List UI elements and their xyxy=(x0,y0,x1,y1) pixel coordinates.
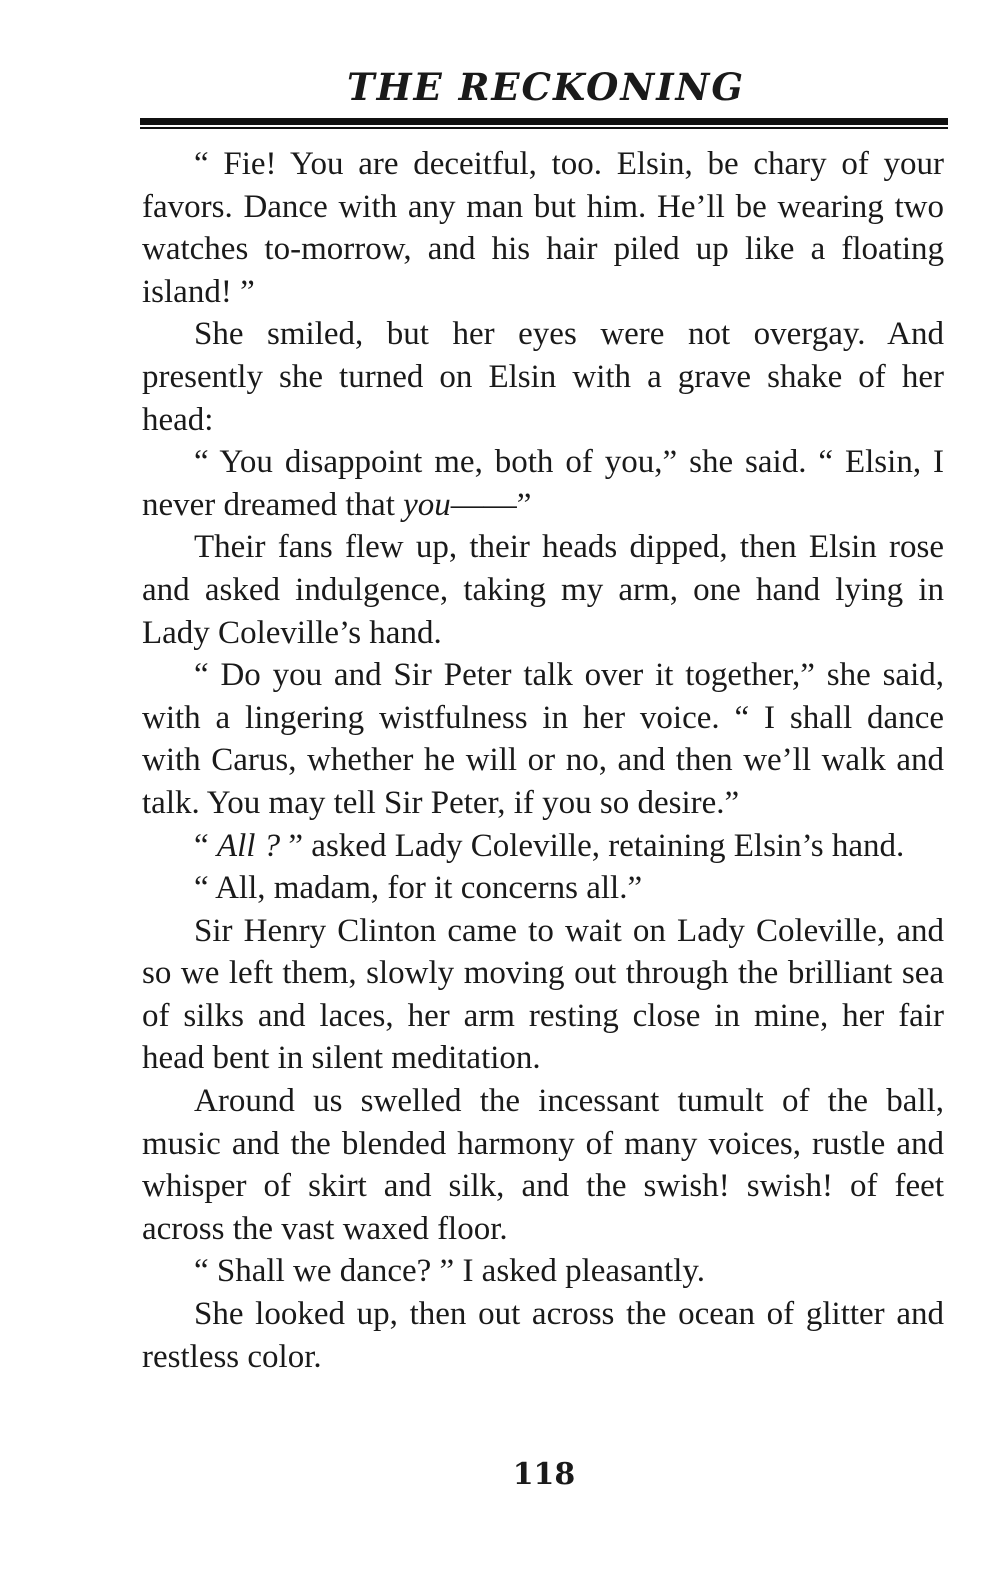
paragraph: She smiled, but her eyes were not overgay. And presently she turned on Elsin with a grave shake of her head: xyxy=(142,316,944,438)
paragraph: “ Fie! You are deceitful, too. Elsin, be chary of your favors. Dance with any man but him. He’ll be wearing two watches to-morrow, and his hair piled up like a floating island! ” xyxy=(142,146,944,310)
paragraph: Around us swelled the incessant tumult of the ball, music and the blended harmony of many voices, rustle and whisper of skirt and silk, and the swish! swish! of feet across the vast waxed floor. xyxy=(142,1083,944,1247)
paragraph-text: “ You disappoint me, both of you,” she said. “ Elsin, I never dreamed that xyxy=(142,444,944,523)
paragraph-text: ——” xyxy=(450,486,532,523)
paragraph: Their fans flew up, their heads dipped, then Elsin rose and asked indulgence, taking my arm, one hand lying in Lady Coleville’s hand. xyxy=(142,529,944,651)
paragraph xyxy=(142,441,944,526)
running-head: THE RECKONING xyxy=(347,65,745,109)
paragraph: “ Do you and Sir Peter talk over it together,” she said, with a lingering wistfulness in her voice. “ I shall dance with Carus, whether he will or no, and then we’ll walk and talk. You may tell Sir Peter, if you so desire.” xyxy=(142,657,944,821)
paragraph: “ Shall we dance? ” I asked pleasantly. xyxy=(194,1253,705,1290)
paragraph xyxy=(142,825,944,868)
paragraph-text: “ xyxy=(194,827,217,864)
paragraph: She looked up, then out across the ocean of glitter and restless color. xyxy=(142,1296,944,1375)
paragraph: Sir Henry Clinton came to wait on Lady Coleville, and so we left them, slowly moving out through the brilliant sea of silks and laces, her arm resting close in mine, her fair head bent in silent meditation. xyxy=(142,912,944,1077)
paragraph-italic: All ? xyxy=(216,827,281,864)
paragraph-text: ” asked Lady Coleville, retaining Elsin’s hand. xyxy=(280,827,905,864)
header-rule-thick xyxy=(140,118,948,125)
body-text xyxy=(142,143,944,1378)
paragraph-italic: you xyxy=(403,486,451,523)
paragraph: “ All, madam, for it concerns all.” xyxy=(194,870,643,907)
page-number: 118 xyxy=(512,1457,576,1492)
header-rule-thin xyxy=(140,127,948,129)
